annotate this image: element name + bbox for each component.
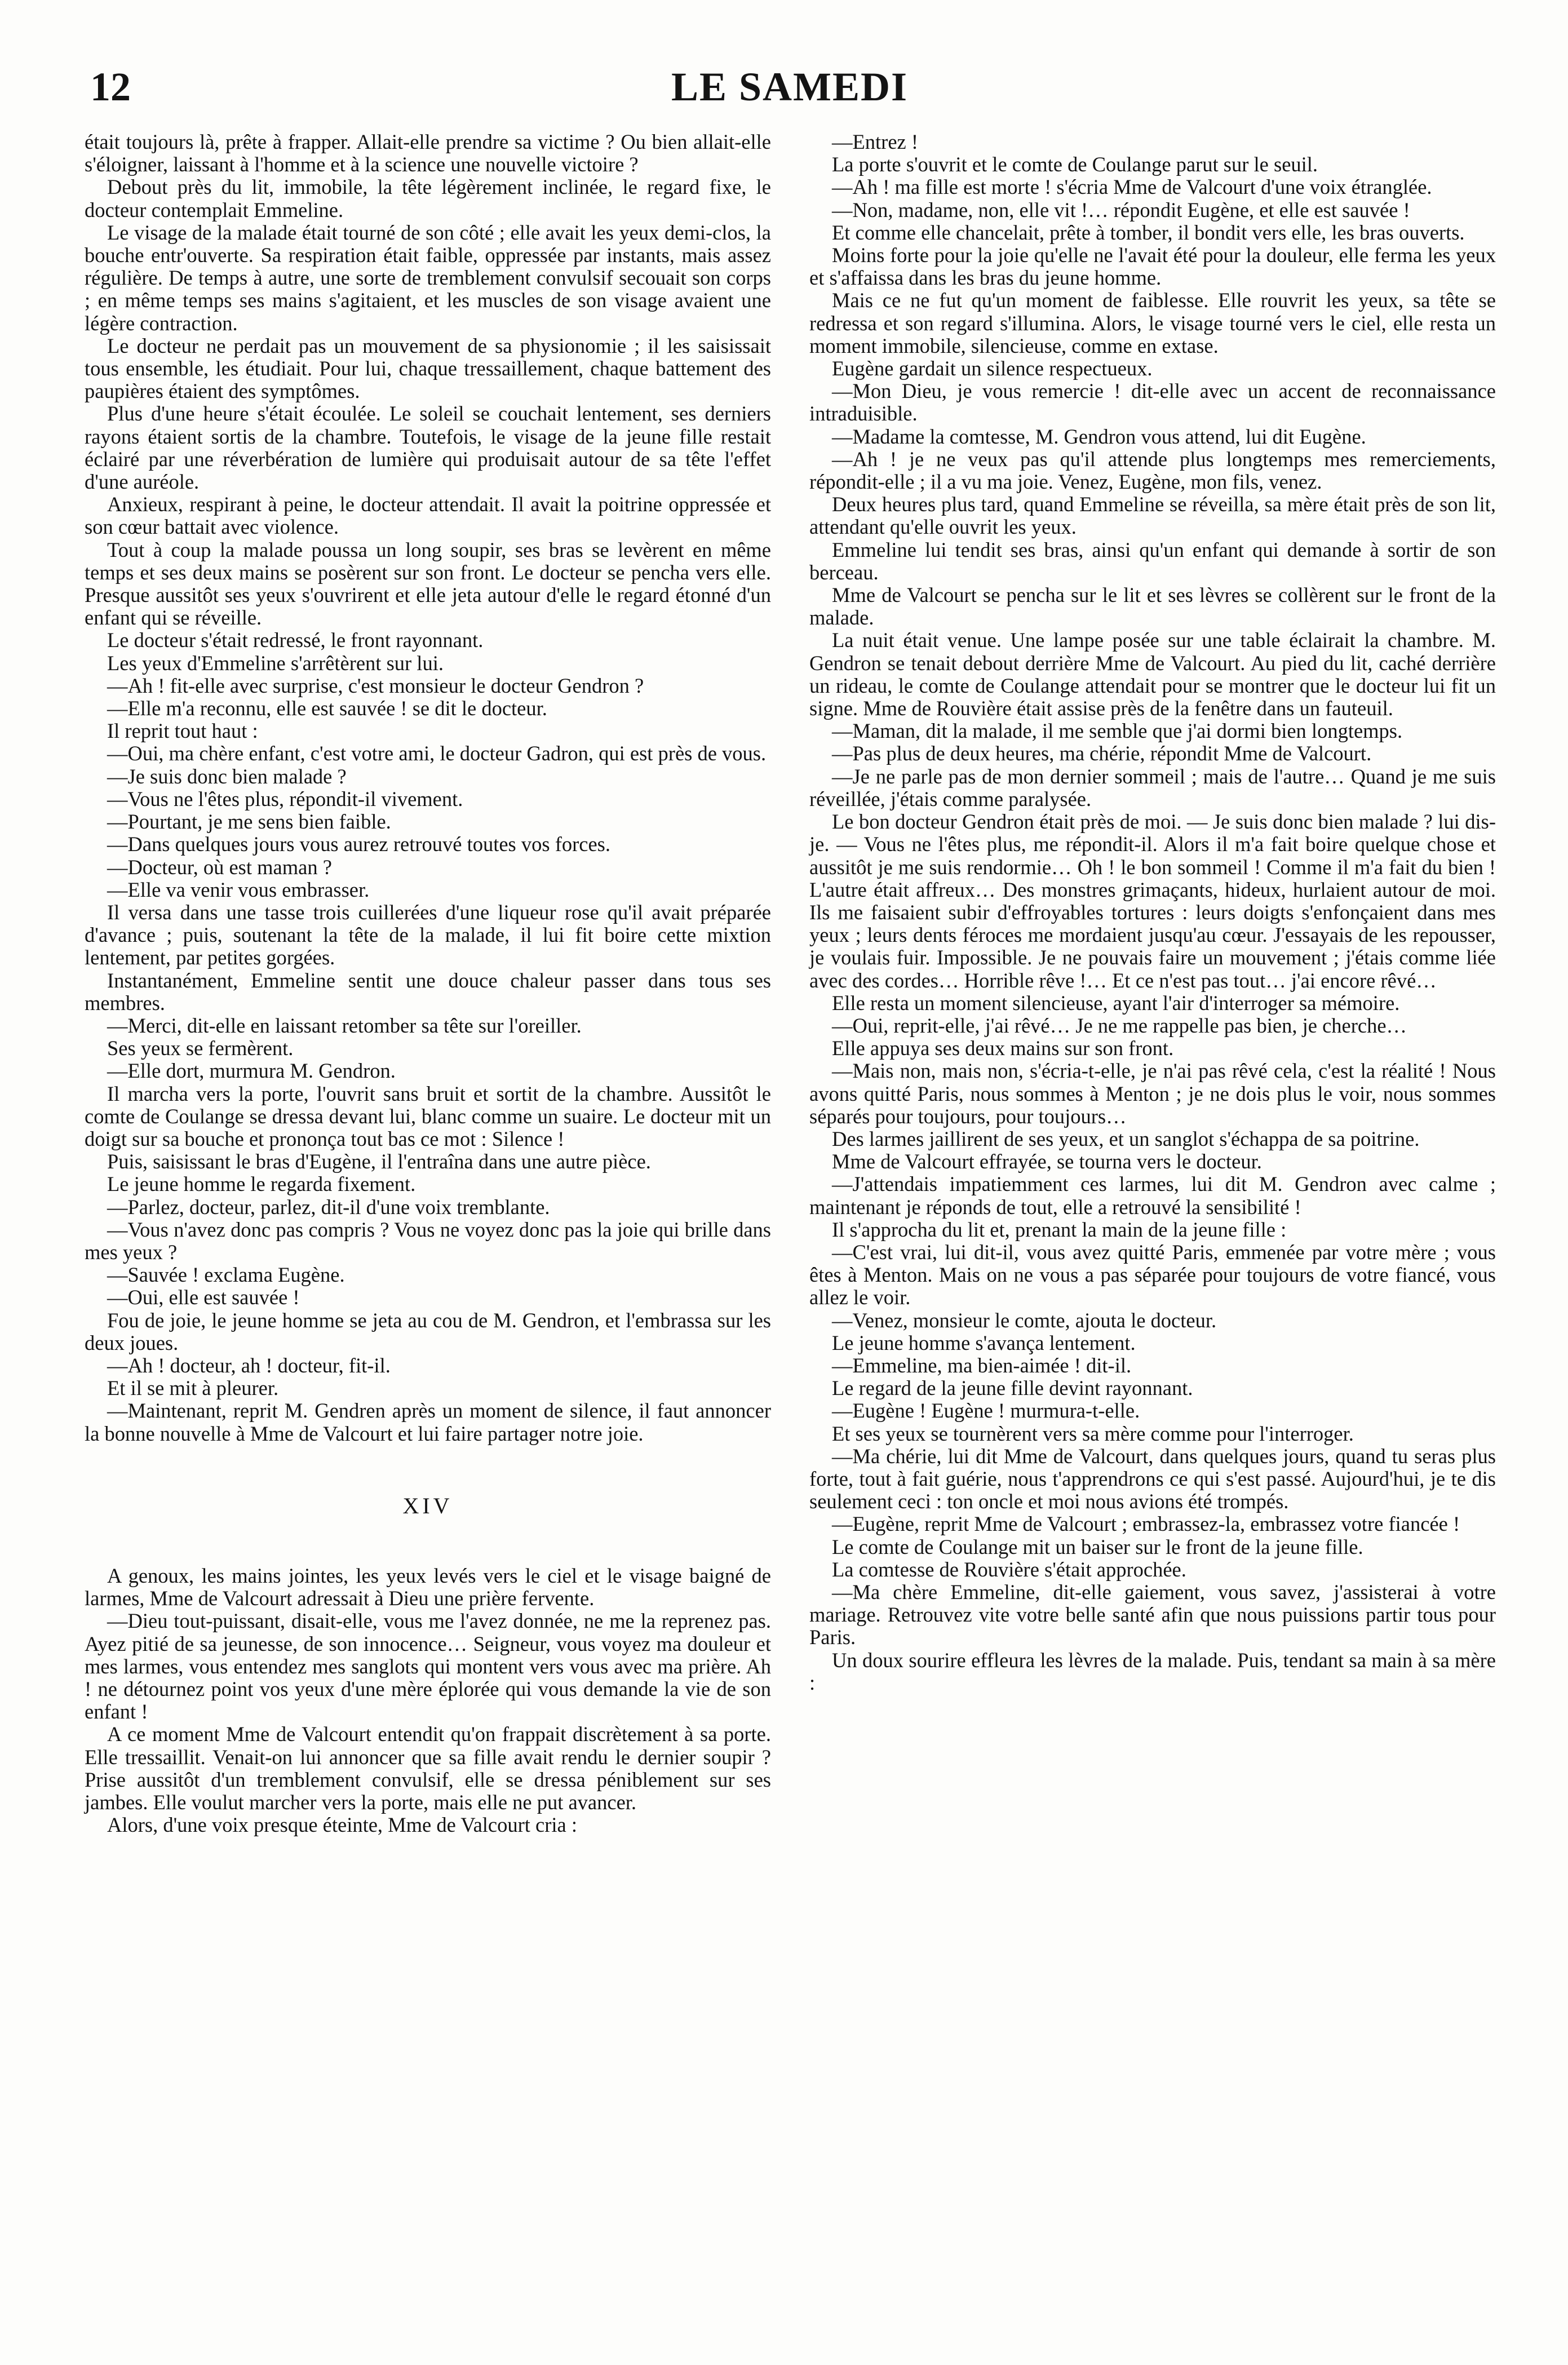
paragraph: Et il se mit à pleurer. (107, 1376, 279, 1400)
page-header (85, 59, 1495, 115)
paragraph: Le docteur ne perdait pas un mouvement de sa physionomie ; il les saisissait tous ensemble, les étudiait. Pour lui, chaque tressaillement, chaque battement des paupières étaient des symptômes. (85, 334, 771, 403)
paragraph: Puis, saisissant le bras d'Eugène, il l'entraîna dans une autre pièce. (107, 1150, 651, 1173)
paragraph: —Vous n'avez donc pas compris ? Vous ne voyez donc pas la joie qui brille dans mes yeux ? (85, 1217, 771, 1264)
paragraph: Les yeux d'Emmeline s'arrêtèrent sur lui. (107, 651, 444, 675)
paragraph: Le docteur s'était redressé, le front rayonnant. (107, 628, 484, 652)
paragraph: —Merci, dit-elle en laissant retomber sa tête sur l'oreiller. (107, 1013, 582, 1037)
paragraph: La comtesse de Rouvière s'était approchée. (832, 1557, 1186, 1581)
paragraph: —Je ne parle pas de mon dernier sommeil ; mais de l'autre… Quand je me suis réveillée, j'étais comme paralysée. (809, 764, 1496, 811)
chapter-heading: XIV (402, 1492, 453, 1518)
paragraph: —Je suis donc bien malade ? (107, 764, 347, 788)
paragraph: —Mais non, mais non, s'écria-t-elle, je n'ai pas rêvé cela, c'est la réalité ! Nous avons quitté Paris, nous sommes à Menton ; je ne dois plus le voir, nous sommes séparés pour toujours, pour toujours… (809, 1059, 1496, 1128)
paragraph: —Pourtant, je me sens bien faible. (107, 810, 391, 834)
paragraph: Il s'approcha du lit et, prenant la main de la jeune fille : (832, 1217, 1287, 1241)
paragraph: Il reprit tout haut : (107, 719, 258, 743)
page-number: 12 (90, 64, 131, 109)
paragraph: —Entrez ! (832, 130, 919, 153)
paragraph: Deux heures plus tard, quand Emmeline se réveilla, sa mère était près de son lit, attendant qu'elle ouvrit les yeux. (809, 493, 1496, 539)
journal-title: LE SAMEDI (671, 64, 909, 109)
paragraph: —Elle dort, murmura M. Gendron. (107, 1059, 396, 1083)
paragraph: Elle resta un moment silencieuse, ayant l'air d'interroger sa mémoire. (832, 991, 1400, 1015)
paragraph: était toujours là, prête à frapper. Allait-elle prendre sa victime ? Ou bien allait-elle s'éloigner, laissant à l'homme et à la science une nouvelle victoire ? (85, 130, 771, 176)
paragraph: —Vous ne l'êtes plus, répondit-il vivement. (107, 787, 463, 811)
left-column-text-before-chapter (85, 131, 771, 1445)
paragraph: —C'est vrai, lui dit-il, vous avez quitté Paris, emmenée par votre mère ; vous êtes à Menton. Mais on ne vous a pas séparée pour toujours de votre fiancé, vous allez le voir. (809, 1240, 1496, 1309)
paragraph: —Madame la comtesse, M. Gendron vous attend, lui dit Eugène. (832, 424, 1366, 448)
paragraph: —Docteur, où est maman ? (107, 855, 332, 879)
paragraph: Des larmes jaillirent de ses yeux, et un sanglot s'échappa de sa poitrine. (832, 1127, 1420, 1150)
paragraph: —Oui, ma chère enfant, c'est votre ami, le docteur Gadron, qui est près de vous. (107, 742, 767, 765)
paragraph: —Ma chère Emmeline, dit-elle gaiement, vous savez, j'assisterai à votre mariage. Retrouvez vite votre belle santé afin que nous puissions partir tous pour Paris. (809, 1580, 1496, 1649)
paragraph: Il versa dans une tasse trois cuillerées d'une liqueur rose qu'il avait préparée d'avance ; puis, soutenant la tête de la malade, il lui fit boire cette mixtion lentement, par petites gorgées. (85, 900, 771, 969)
paragraph: —Eugène, reprit Mme de Valcourt ; embrassez-la, embrassez votre fiancée ! (832, 1512, 1460, 1536)
paragraph: La nuit était venue. Une lampe posée sur une table éclairait la chambre. M. Gendron se tenait debout derrière Mme de Valcourt. Au pied du lit, caché derrière un rideau, le comte de Coulange attendait pour se montrer que le docteur lui fit un signe. Mme de Rouvière était assise près de la fenêtre dans un fauteuil. (809, 628, 1496, 720)
paragraph: —Emmeline, ma bien-aimée ! dit-il. (832, 1353, 1132, 1377)
paragraph: Le jeune homme le regarda fixement. (107, 1172, 416, 1196)
paragraph: —Ah ! ma fille est morte ! s'écria Mme de Valcourt d'une voix étranglée. (832, 175, 1432, 199)
right-column-text (809, 131, 1496, 1694)
paragraph: Fou de joie, le jeune homme se jeta au cou de M. Gendron, et l'embrassa sur les deux joues. (85, 1308, 771, 1354)
paragraph: Mme de Valcourt effrayée, se tourna vers le docteur. (832, 1150, 1262, 1173)
left-column-text-after-chapter (85, 1565, 771, 1836)
paragraph: —Ma chérie, lui dit Mme de Valcourt, dans quelques jours, quand tu seras plus forte, tout à fait guérie, nous t'apprendrons ce qui s'est passé. Aujourd'hui, je te dis seulement ceci : ton oncle et moi nous avions été trompés. (809, 1444, 1496, 1513)
paragraph: Le jeune homme s'avança lentement. (832, 1331, 1136, 1354)
paragraph: Emmeline lui tendit ses bras, ainsi qu'un enfant qui demande à sortir de son berceau. (809, 538, 1496, 584)
paragraph: Le comte de Coulange mit un baiser sur le front de la jeune fille. (832, 1535, 1363, 1558)
paragraph: Moins forte pour la joie qu'elle ne l'avait été pour la douleur, elle ferma les yeux et s'affaissa dans les bras du jeune homme. (809, 243, 1496, 290)
paragraph: Mme de Valcourt se pencha sur le lit et ses lèvres se collèrent sur le front de la malade. (809, 583, 1496, 630)
paragraph: Tout à coup la malade poussa un long soupir, ses bras se levèrent en même temps et ses deux mains se posèrent sur son front. Le docteur se pencha vers elle. Presque aussitôt ses yeux s'ouvrirent et elle jeta autour d'elle le regard étonné d'un enfant qui se réveille. (85, 538, 771, 630)
paragraph: Alors, d'une voix presque éteinte, Mme de Valcourt cria : (107, 1813, 578, 1837)
paragraph: Ses yeux se fermèrent. (107, 1037, 294, 1060)
paragraph: Et ses yeux se tournèrent vers sa mère comme pour l'interroger. (832, 1421, 1354, 1445)
paragraph: La porte s'ouvrit et le comte de Coulange parut sur le seuil. (832, 153, 1318, 176)
paragraph: Mais ce ne fut qu'un moment de faiblesse. Elle rouvrit les yeux, sa tête se redressa et son regard s'illumina. Alors, le visage tourné vers le ciel, elle resta un moment immobile, silencieuse, comme en extase. (809, 289, 1496, 357)
right-column (809, 131, 1496, 1694)
paragraph: Le regard de la jeune fille devint rayonnant. (832, 1376, 1193, 1400)
paragraph: —Ah ! fit-elle avec surprise, c'est monsieur le docteur Gendron ? (107, 674, 644, 697)
paragraph: —Dieu tout-puissant, disait-elle, vous me l'avez donnée, ne me la reprenez pas. Ayez pitié de sa jeunesse, de son innocence… Seigneur, vous voyez ma douleur et mes larmes, vous entendez mes sanglots qui montent vers vous avec ma prière. Ah ! ne détournez point vos yeux d'une mère éplorée qui vous demande la vie de son enfant ! (85, 1609, 771, 1724)
paragraph: Le bon docteur Gendron était près de moi. — Je suis donc bien malade ? lui dis-je. — Vous ne l'êtes plus, me répondit-il. Alors il m'a fait boire quelque chose et aussitôt je me suis rendormie… Oh ! le bon sommeil ! Comme il m'a fait du bien ! L'autre était affreux… Des monstres grimaçants, hideux, hurlaient autour de moi. Ils me faisaient subir d'effroyables tortures : leurs doigts s'enfonçaient dans mes yeux ; leurs dents féroces me mordaient jusqu'au cœur. J'essayais de les repousser, je voulais fuir. Impossible. Je ne pouvais faire un mouvement ; j'étais comme liée avec des cordes… Horrible rêve !… Et ce n'est pas tout… j'ai encore rêvé… (809, 810, 1496, 992)
paragraph: Plus d'une heure s'était écoulée. Le soleil se couchait lentement, ses derniers rayons étaient sortis de la chambre. Toutefois, le visage de la jeune fille restait éclairé par une réverbération de lumière qui produisait autour de sa tête l'effet d'une auréole. (85, 402, 771, 494)
paragraph: Eugène gardait un silence respectueux. (832, 357, 1153, 380)
paragraph: —Sauvée ! exclama Eugène. (107, 1263, 345, 1287)
paragraph: —Maman, dit la malade, il me semble que j'ai dormi bien longtemps. (832, 719, 1403, 743)
left-column (85, 131, 771, 1836)
paragraph: A ce moment Mme de Valcourt entendit qu'on frappait discrètement à sa porte. Elle tressaillit. Venait-on lui annoncer que sa fille avait rendu le dernier soupir ? Prise aussitôt d'un tremblement convulsif, elle se dressa péniblement sur ses jambes. Elle voulut marcher vers la porte, mais elle ne put avancer. (85, 1722, 771, 1814)
paragraph: —Elle m'a reconnu, elle est sauvée ! se dit le docteur. (107, 697, 547, 720)
paragraph: —Venez, monsieur le comte, ajouta le docteur. (832, 1308, 1217, 1332)
paragraph: Instantanément, Emmeline sentit une douce chaleur passer dans tous ses membres. (85, 968, 771, 1015)
paragraph: Debout près du lit, immobile, la tête légèrement inclinée, le regard fixe, le docteur contemplait Emmeline. (85, 175, 771, 222)
paragraph: —Eugène ! Eugène ! murmura-t-elle. (832, 1399, 1140, 1423)
paragraph: —Non, madame, non, elle vit !… répondit Eugène, et elle est sauvée ! (832, 198, 1410, 222)
paragraph: A genoux, les mains jointes, les yeux levés vers le ciel et le visage baigné de larmes, Mme de Valcourt adressait à Dieu une prière fervente. (85, 1564, 771, 1610)
paragraph: —Parlez, docteur, parlez, dit-il d'une voix tremblante. (107, 1195, 550, 1219)
paragraph: Un doux sourire effleura les lèvres de la malade. Puis, tendant sa main à sa mère : (809, 1648, 1496, 1694)
paragraph: —Oui, reprit-elle, j'ai rêvé… Je ne me rappelle pas bien, je cherche… (832, 1013, 1407, 1037)
paragraph: —Ah ! je ne veux pas qu'il attende plus longtemps mes remerciements, répondit-elle ; il a vu ma joie. Venez, Eugène, mon fils, venez. (809, 447, 1496, 494)
paragraph: Et comme elle chancelait, prête à tomber, il bondit vers elle, les bras ouverts. (832, 220, 1465, 244)
paragraph: —Oui, elle est sauvée ! (107, 1286, 300, 1309)
paragraph: —Maintenant, reprit M. Gendren après un moment de silence, il faut annoncer la bonne nouvelle à Mme de Valcourt et lui faire partager notre joie. (85, 1399, 771, 1445)
paragraph: Il marcha vers la porte, l'ouvrit sans bruit et sortit de la chambre. Aussitôt le comte de Coulange se dressa devant lui, blanc comme un suaire. Le docteur mit un doigt sur sa bouche et prononça tout bas ce mot : Silence ! (85, 1082, 771, 1150)
paragraph: —Pas plus de deux heures, ma chérie, répondit Mme de Valcourt. (832, 742, 1372, 765)
paragraph: Le visage de la malade était tourné de son côté ; elle avait les yeux demi-clos, la bouche entr'ouverte. Sa respiration était faible, oppressée par instants, mais assez régulière. De temps à autre, une sorte de tremblement convulsif secouait son corps ; en même temps ses mains s'agitaient, et les muscles de son visage avaient une légère contraction. (85, 220, 771, 335)
paragraph: —Ah ! docteur, ah ! docteur, fit-il. (107, 1353, 391, 1377)
paragraph: Elle appuya ses deux mains sur son front. (832, 1037, 1174, 1060)
paragraph: Anxieux, respirant à peine, le docteur attendait. Il avait la poitrine oppressée et son cœur battait avec violence. (85, 493, 771, 539)
paragraph: —Mon Dieu, je vous remercie ! dit-elle avec un accent de reconnaissance intraduisible. (809, 379, 1496, 426)
paragraph: —J'attendais impatiemment ces larmes, lui dit M. Gendron avec calme ; maintenant je réponds de tout, elle a retrouvé la sensibilité ! (809, 1172, 1496, 1219)
paragraph: —Dans quelques jours vous aurez retrouvé toutes vos forces. (107, 832, 611, 856)
paragraph: —Elle va venir vous embrasser. (107, 878, 370, 901)
